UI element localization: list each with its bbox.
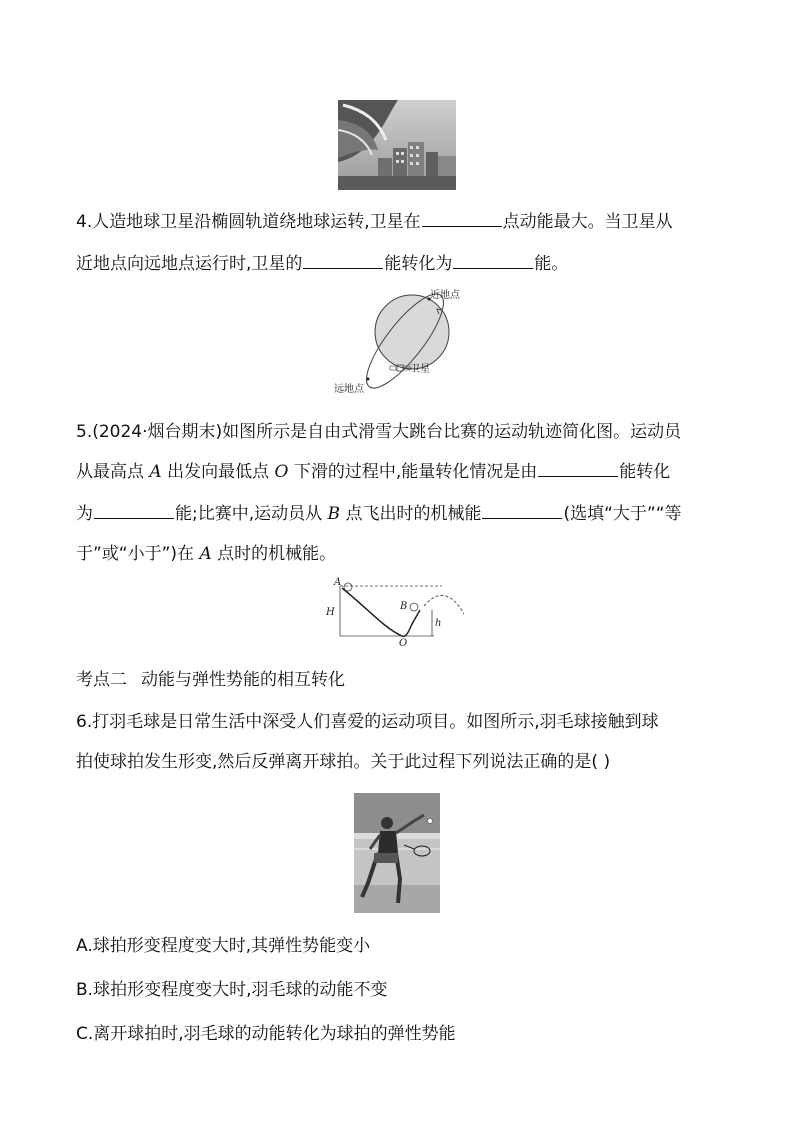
tsunami-photo bbox=[338, 100, 456, 190]
answer-blank[interactable] bbox=[453, 254, 533, 269]
section-heading: 考点二 动能与弹性势能的相互转化 bbox=[76, 670, 345, 690]
option-b[interactable]: B.球拍形变程度变大时,羽毛球的动能不变 bbox=[76, 980, 388, 1000]
answer-blank[interactable] bbox=[482, 504, 562, 519]
satellite-label: 卫星 bbox=[410, 364, 430, 375]
label-small-h: h bbox=[435, 618, 442, 629]
question-6-line-1: 6.打羽毛球是日常生活中深受人们喜爱的运动项目。如图所示,羽毛球接触到球 bbox=[76, 712, 659, 732]
answer-blank[interactable] bbox=[303, 254, 383, 269]
ski-jump-diagram bbox=[322, 576, 468, 648]
shuttlecock bbox=[428, 819, 433, 824]
option-c[interactable]: C.离开球拍时,羽毛球的动能转化为球拍的弹性势能 bbox=[76, 1024, 456, 1044]
answer-blank[interactable] bbox=[94, 504, 174, 519]
player-body bbox=[378, 831, 398, 853]
apogee-label: 远地点 bbox=[334, 384, 364, 395]
question-6-line-2: 拍使球拍发生形变,然后反弹离开球拍。关于此过程下列说法正确的是( ) bbox=[76, 752, 611, 772]
question-5-line-2: 从最高点 A 出发向最低点 O 下滑的过程中,能量转化情况是由 能转化 bbox=[76, 462, 671, 482]
track bbox=[342, 588, 420, 636]
flight-path bbox=[424, 596, 464, 614]
option-a[interactable]: A.球拍形变程度变大时,其弹性势能变小 bbox=[76, 936, 371, 956]
question-5-line-1: 5.(2024·烟台期末)如图所示是自由式滑雪大跳台比赛的运动轨迹简化图。运动员 bbox=[76, 422, 682, 442]
badminton-photo bbox=[354, 793, 440, 913]
label-big-h: H bbox=[326, 607, 335, 618]
answer-blank[interactable] bbox=[422, 212, 502, 227]
answer-blank[interactable] bbox=[538, 462, 618, 477]
perigee-label: 近地点 bbox=[430, 290, 460, 301]
question-4-line-2: 近地点向远地点运行时,卫星的 能转化为 能。 bbox=[76, 254, 569, 274]
label-o: O bbox=[399, 638, 408, 648]
label-a: A bbox=[334, 577, 342, 588]
earth bbox=[375, 295, 449, 369]
question-4-line-1: 4.人造地球卫星沿椭圆轨道绕地球运转,卫星在 点动能最大。当卫星从 bbox=[76, 212, 673, 232]
question-5-line-4: 于”或“小于”)在 A 点时的机械能。 bbox=[76, 544, 337, 564]
satellite-orbit-diagram bbox=[330, 284, 470, 396]
question-5-line-3: 为 能;比赛中,运动员从 B 点飞出时的机械能 (选填“大于”“等 bbox=[76, 504, 682, 524]
label-b: B bbox=[400, 601, 408, 612]
player-head bbox=[381, 817, 393, 829]
